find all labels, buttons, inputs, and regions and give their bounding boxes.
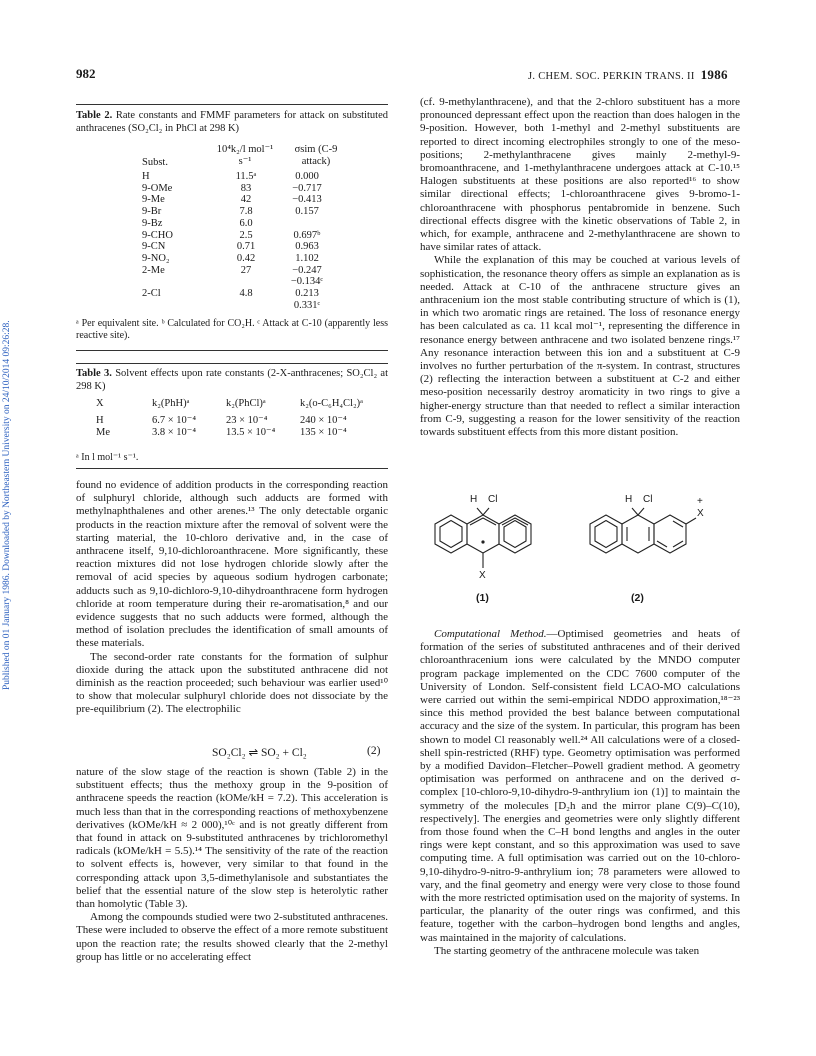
table2-row — [142, 241, 342, 253]
table2-cell: 6.0 — [239, 217, 253, 229]
table2-row — [142, 253, 342, 265]
table3-caption-label: Table 3. — [76, 368, 112, 379]
structure2-h: H — [625, 494, 633, 505]
left-column-text-top — [76, 479, 388, 717]
table3-cell: H — [96, 414, 104, 426]
paragraph: While the explanation of this may be couched at various levels of sophistication, the resonance theory offers as simple an explanation as is needed. Attack at C-10 of the anthracene structure gives an anthracenium ion the most stable contributing structure of which is (1), in which two aromatic rings are retained. The loss of resonance energy has been calculated as ca. 11 kcal mol⁻¹, representing the difference in resonance energy between anthracene and two isolated benzene rings.¹⁷ Any resonance interaction between this ion and a substituent at C-9 involves no further perturbation of the π-system. In contrast, structures (2) reflecting the interaction between a substituent at C-2 and either meso-position necessarily destroy aromaticity in two rings to give a higher-energy structure than that needed to reflect a similar interaction from C-9, suggesting a reason for the lower sensitivity of the reaction towards substituent effects from this more distant position. — [420, 254, 740, 439]
table2-cell — [272, 218, 342, 230]
table2-row — [142, 206, 342, 218]
paragraph-text: —Optimised geometries and heats of formation of the series of substituted anthracenes and of their derived chloroanthracenium ions were calculated by the MNDO computer program package implemented on the CDC 7600 computer of the University of London. Self-consistent field LCAO-MO calculations were carried out within the semi-empirical NDDO approximation,¹⁸⁻²³ since this method provided the best balance between computational accuracy and the size of the system. In particular, this program has been shown to model Cl reasonably well.²⁴ All calculations were of a closed-shell spin-restricted (RHF) type. Geometry optimisation was performed by a modified Davidon–Fletcher–Powell gradient method. A geometry optimisation was performed on anthracene and on the derived σ-complex [10-chloro-9,10-dihydro-9-anthrylium ion (1)] to maintain the symmetry of the molecules [D₂h and the mirror plane C(9)–C(10), respectively]. The energies and geometries were only slightly different from those found when the C–H bond lengths and angles in the outer rings were kept constant, and so this approximation was used to save computing time. A full optimisation was carried out on the 10-chloro-9,10-dihydro-9-nitro-9-anthrylium ion; 78 parameters were allowed to vary, and the final geometry and energy were very close to those found with the more restricted optimisation used on the majority of systems. In particular, the planarity of the outer rings was confirmed, and this feature, together with the carbon–hydrogen bond lengths and angles, was maintained in the majority of calculations. — [420, 628, 740, 944]
table3-cell: 13.5 × 10⁻⁴ — [226, 427, 276, 438]
table2-cell: 9-Me — [142, 194, 165, 206]
table2-cell: 2-Me — [142, 264, 165, 276]
table2-cell: 9-CN — [142, 241, 166, 253]
table3-cell: 3.8 × 10⁻⁴ — [152, 427, 196, 438]
table2-cell: 9-Bz — [142, 217, 163, 229]
table2-col-subst: Subst. — [142, 157, 168, 168]
right-column-text-top — [420, 96, 740, 439]
structure2-label: (2) — [631, 592, 644, 604]
structure2-cl: Cl — [643, 494, 653, 505]
paragraph — [420, 628, 740, 945]
structure1-cl: Cl — [488, 494, 498, 505]
table2-row — [142, 218, 342, 230]
section-heading: Computational Method. — [434, 628, 547, 640]
publication-sidebar — [0, 130, 13, 690]
table2-footnote: ᵃ Per equivalent site. ᵇ Calculated for CO₂H. ᶜ Attack at C-10 (apparently less reactive site). — [76, 318, 388, 341]
table2-cell: 0.71 — [236, 241, 256, 253]
table2-cell: 27 — [240, 264, 252, 276]
table2-cell: 9-NO₂ — [142, 252, 170, 264]
right-column-text-bottom — [420, 628, 740, 958]
journal-year: 1986 — [700, 67, 728, 82]
table2-cell: 9-OMe — [142, 182, 173, 194]
table2-cell: −0.247 — [292, 264, 322, 276]
equation-text: SO₂Cl₂ ⇌ SO₂ + Cl₂ — [212, 747, 307, 759]
equation-number: (2) — [367, 745, 381, 757]
paragraph: found no evidence of addition products in the corresponding reaction of sulphuryl chloride, although such adducts are formed with methylnaphthalenes and other arenes.¹³ The only detectable organic products in the reaction mixture after the removal of solvent were the starting material, the 10-chloro derivative and, in the case of anthracene itself, 9,10-dichloroanthracene. More significantly, these reaction mixtures did not lose hydrogen chloride slowly after the removal of acid species by aqueous sodium hydrogen carbonate; adducts such as 9,10-dichloro-9,10-dihydroanthracene form hydrogen chloride at room temperature during their re-aromatisation,⁸ and our evidence suggests that no such adducts were formed, although the method of isolation precludes the identification of small amounts of these materials. — [76, 479, 388, 650]
table3-cell: 240 × 10⁻⁴ — [300, 414, 347, 426]
table2-caption-text: Rate constants and FMMF parameters for attack on substituted anthracenes (SO₂Cl₂ in PhCl at 298 K) — [76, 110, 388, 134]
structure1-label: (1) — [476, 592, 489, 604]
journal-header — [528, 67, 728, 83]
rule — [76, 104, 388, 105]
structures-figure — [420, 494, 740, 612]
table2-caption — [76, 110, 388, 135]
table2-row — [142, 265, 342, 277]
table2-cell: 4.8 — [239, 288, 253, 300]
paragraph: nature of the slow stage of the reaction is shown (Table 2) in the substituent effects; thus the methoxy group in the 9-position of anthracene speeds the reaction (kOMe/kH = 7.2). This acceleration is much less than that in the corresponding reactions of methoxybenzene derivatives (kOMe/kH ≈ 2 000),¹⁰ᶜ and is not greatly different from that found in attack on 9-substituted anthracenes by trichloromethyl radicals (kOMe/kH = 5.5).¹⁴ The sensitivity of the rate of the reaction to solvent effects is, however, very similar to that found in the corresponding attack upon 3,5-dimethylanisole and substantiates the belief that the essential nature of the slow step is heterolytic rather than homolytic (Table 3). — [76, 766, 388, 911]
table2-row — [142, 276, 342, 288]
table2-cell: 42 — [240, 194, 252, 206]
table3-cell: Me — [96, 427, 110, 438]
table2-cell: −0.717 — [292, 182, 322, 194]
table2-cell: 0.331ᶜ — [293, 299, 321, 311]
table2-cell: 83 — [240, 182, 252, 194]
table2-cell: 9-Br — [142, 206, 162, 218]
table2-cell: 11.5ᵃ — [235, 171, 257, 182]
paragraph: (cf. 9-methylanthracene), and that the 2-chloro substituent has a more pronounced depressant effect upon the reaction than does halogen in the 9-position. However, both 1-methyl and 2-methyl substituents are reported to direct incoming electrophiles strongly to one of the meso-positions; 2-methylanthracene gives mainly 2-methyl-9-bromoanthracene, and 1-methylanthracene undergoes attack at C-10.¹⁵ Halogen substituents at these positions are also reported¹⁶ to show similar directional effects; 1-chloroanthracene gives 9-bromo-1-chloroanthracene with phosphorus pentabromide in benzene. Such directional effects disgree with the kinetic observations of Table 2, in which, for example, anthracene and 2-methylanthracene are shown to have similar rates of attack. — [420, 96, 740, 254]
table2-cell — [142, 300, 220, 312]
table2-cell — [142, 276, 220, 288]
rule — [76, 350, 388, 351]
table2-col-k2: 10⁴k₂/l mol⁻¹ s⁻¹ — [216, 144, 274, 167]
table2-cell: 2-Cl — [142, 288, 161, 300]
table2-cell: 0.157 — [295, 206, 319, 218]
table3-cell: 6.7 × 10⁻⁴ — [152, 414, 196, 426]
table2-body — [142, 171, 342, 311]
table2-cell: 0.42 — [236, 252, 256, 264]
table2-row — [142, 171, 342, 183]
table2-cell: −0.413 — [292, 194, 322, 206]
journal-name: J. CHEM. SOC. PERKIN TRANS. II — [528, 71, 695, 82]
structure1-x: X — [479, 570, 486, 581]
table2-cell: H — [142, 171, 150, 182]
table2-cell: 0.963 — [295, 241, 319, 253]
table2-row — [142, 194, 342, 206]
structure2-charge: + — [697, 496, 703, 507]
table3-header-cell: k₂(PhCl)ᵃ — [226, 398, 266, 409]
table2-cell: 7.8 — [239, 206, 253, 218]
table2-caption-label: Table 2. — [76, 110, 113, 121]
table2 — [142, 171, 342, 311]
table2-cell: 1.102 — [295, 252, 319, 264]
table3-header-cell: k₂(o-C₆H₄Cl₂)ᵃ — [300, 398, 364, 409]
table3-footnote: ᵃ In l mol⁻¹ s⁻¹. — [76, 452, 139, 463]
page-number: 982 — [76, 66, 96, 81]
rule — [76, 468, 388, 469]
structure-1-skeleton — [435, 508, 531, 568]
structure-2-skeleton — [590, 508, 696, 553]
table2-row — [142, 300, 342, 312]
table3-caption-text: Solvent effects upon rate constants (2-X-anthracenes; SO₂Cl₂ at 298 K) — [76, 368, 389, 392]
left-column-text-bottom — [76, 766, 388, 964]
table3-header-cell: X — [96, 398, 104, 409]
table2-cell: 0.697ᵇ — [293, 229, 321, 241]
paragraph: The starting geometry of the anthracene molecule was taken — [434, 944, 700, 957]
table2-cell — [220, 300, 272, 312]
table3-caption — [76, 368, 388, 393]
paragraph: Among the compounds studied were two 2-substituted anthracenes. These were included to observe the effect of a more remote substituent upon the reaction rate; the results showed clearly that the 2-methyl group has little or no accelerating effect — [76, 911, 388, 963]
table2-cell — [220, 276, 272, 288]
table3-header-cell: k₂(PhH)ᵃ — [152, 398, 190, 409]
structure2-x: X — [697, 508, 704, 519]
structures-drawing — [420, 494, 740, 612]
table2-row — [142, 288, 342, 300]
table2-cell: 0.000 — [295, 171, 319, 182]
table2-row — [142, 183, 342, 195]
table3-cell: 23 × 10⁻⁴ — [226, 414, 268, 426]
table3-cell: 135 × 10⁻⁴ — [300, 427, 347, 438]
cation-dot — [481, 540, 484, 543]
rule — [76, 363, 388, 364]
table2-cell: −0.134ᶜ — [290, 276, 324, 288]
publication-note: Published on 01 January 1986. Downloaded by Northeastern University on 24/10/2014 09:26:28. — [2, 320, 12, 690]
table2-col-sigma: σsim (C-9 attack) — [294, 144, 338, 167]
table2-cell: 9-CHO — [142, 229, 173, 241]
structure1-h: H — [470, 494, 478, 505]
table2-cell: 0.213 — [295, 288, 319, 300]
table2-cell: 2.5 — [239, 229, 253, 241]
table2-row — [142, 230, 342, 242]
paragraph: The second-order rate constants for the formation of sulphur dioxide during the attack upon the substituted anthracene did not diminish as the reaction proceeded; such behaviour was earlier used¹⁰ to show that molecular sulphuryl chloride does not dissociate by the pre-equilibrium (2). The electrophilic — [76, 650, 388, 716]
